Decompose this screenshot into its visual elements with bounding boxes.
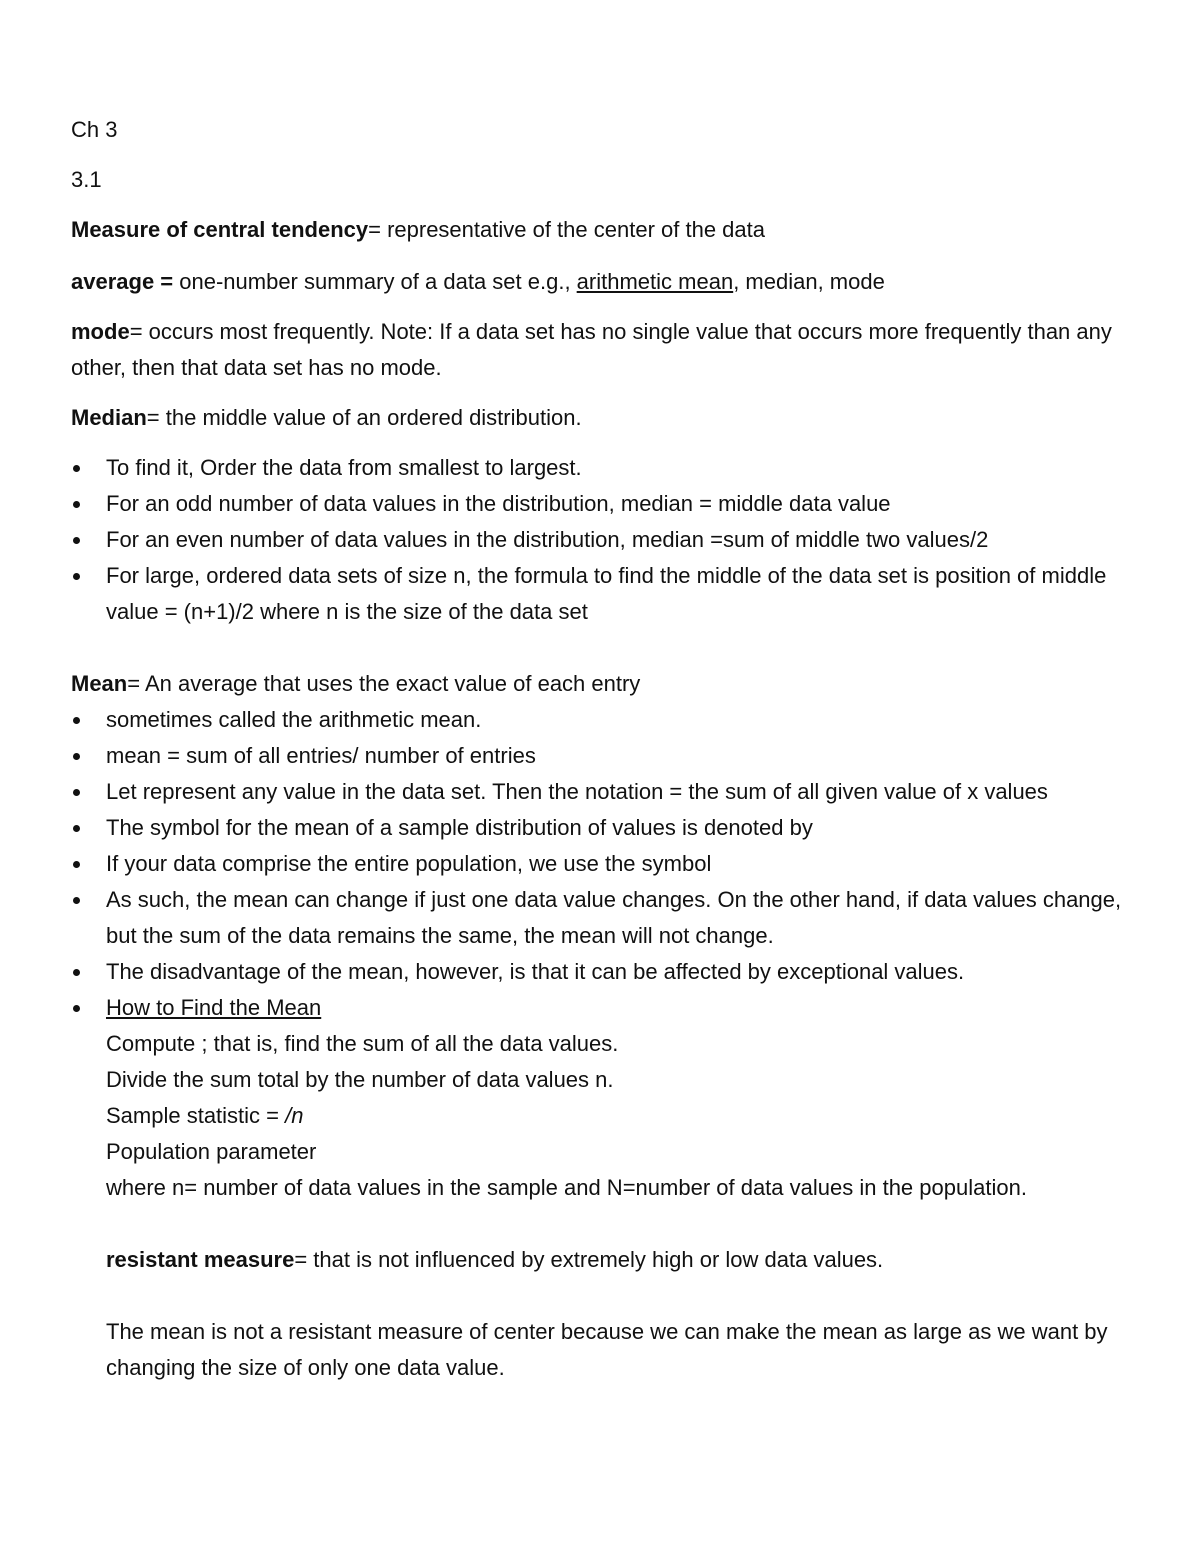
list-item: Let represent any value in the data set. Then the notation = the sum of all given value of x values <box>71 774 1141 810</box>
where-line: where n= number of data values in the sample and N=number of data values in the population. <box>106 1175 1027 1200</box>
list-item: The disadvantage of the mean, however, is that it can be affected by exceptional values. <box>71 954 1141 990</box>
central-tendency-definition <box>71 212 1141 248</box>
how-to-find-mean-item <box>71 990 1141 1026</box>
mode-term: mode <box>71 319 130 344</box>
mean-term: Mean <box>71 671 128 696</box>
mean-bullet-list <box>71 702 1141 1026</box>
median-bullet-list <box>71 450 1141 630</box>
mean-definition <box>71 666 1141 702</box>
list-item: For an even number of data values in the distribution, median =sum of middle two values/2 <box>71 522 1141 558</box>
compute-step: Compute ; that is, find the sum of all the data values. <box>106 1031 619 1056</box>
list-item: For an odd number of data values in the distribution, median = middle data value <box>71 486 1141 522</box>
resistant-measure-note: The mean is not a resistant measure of center because we can make the mean as large as we want by changing the size of only one data value. <box>106 1319 1108 1380</box>
how-to-find-mean-title: How to Find the Mean <box>106 995 322 1020</box>
average-definition <box>71 264 1141 300</box>
average-text-before: one-number summary of a data set e.g., <box>173 269 577 294</box>
median-text: = the middle value of an ordered distribution. <box>146 405 582 430</box>
list-item: sometimes called the arithmetic mean. <box>71 702 1141 738</box>
mean-text: = An average that uses the exact value of each entry <box>127 671 641 696</box>
average-text-after: , median, mode <box>733 269 885 294</box>
sample-statistic-line <box>106 1098 1141 1134</box>
list-item: For large, ordered data sets of size n, the formula to find the middle of the data set is position of middle value = (n+1)/2 where n is the size of the data set <box>71 558 1141 630</box>
how-to-steps <box>71 1026 1141 1386</box>
population-parameter-line: Population parameter <box>106 1139 317 1164</box>
chapter-heading: Ch 3 <box>71 117 118 142</box>
median-definition <box>71 400 1141 436</box>
central-tendency-term: Measure of central tendency <box>71 217 369 242</box>
median-term: Median <box>71 405 147 430</box>
arithmetic-mean-underlined: arithmetic mean <box>576 269 734 294</box>
list-item: The symbol for the mean of a sample distribution of values is denoted by <box>71 810 1141 846</box>
section-heading: 3.1 <box>71 167 102 192</box>
sample-statistic-label: Sample statistic = <box>106 1103 286 1128</box>
central-tendency-text: = representative of the center of the data <box>368 217 765 242</box>
mode-definition <box>71 314 1141 386</box>
document-content <box>71 112 1141 1386</box>
list-item: As such, the mean can change if just one data value changes. On the other hand, if data values change, but the sum of the data remains the same, the mean will not change. <box>71 882 1141 954</box>
mode-text: = occurs most frequently. Note: If a data set has no single value that occurs more frequently than any other, then that data set has no mode. <box>71 319 1112 380</box>
list-item: mean = sum of all entries/ number of entries <box>71 738 1141 774</box>
resistant-measure-term: resistant measure <box>106 1247 295 1272</box>
average-term: average = <box>71 269 174 294</box>
divide-step: Divide the sum total by the number of data values n. <box>106 1067 614 1092</box>
resistant-measure-text: = that is not influenced by extremely high or low data values. <box>294 1247 884 1272</box>
sample-statistic-formula: /n <box>285 1103 304 1128</box>
resistant-measure-definition <box>106 1242 1141 1278</box>
list-item: If your data comprise the entire population, we use the symbol <box>71 846 1141 882</box>
list-item: To find it, Order the data from smallest to largest. <box>71 450 1141 486</box>
